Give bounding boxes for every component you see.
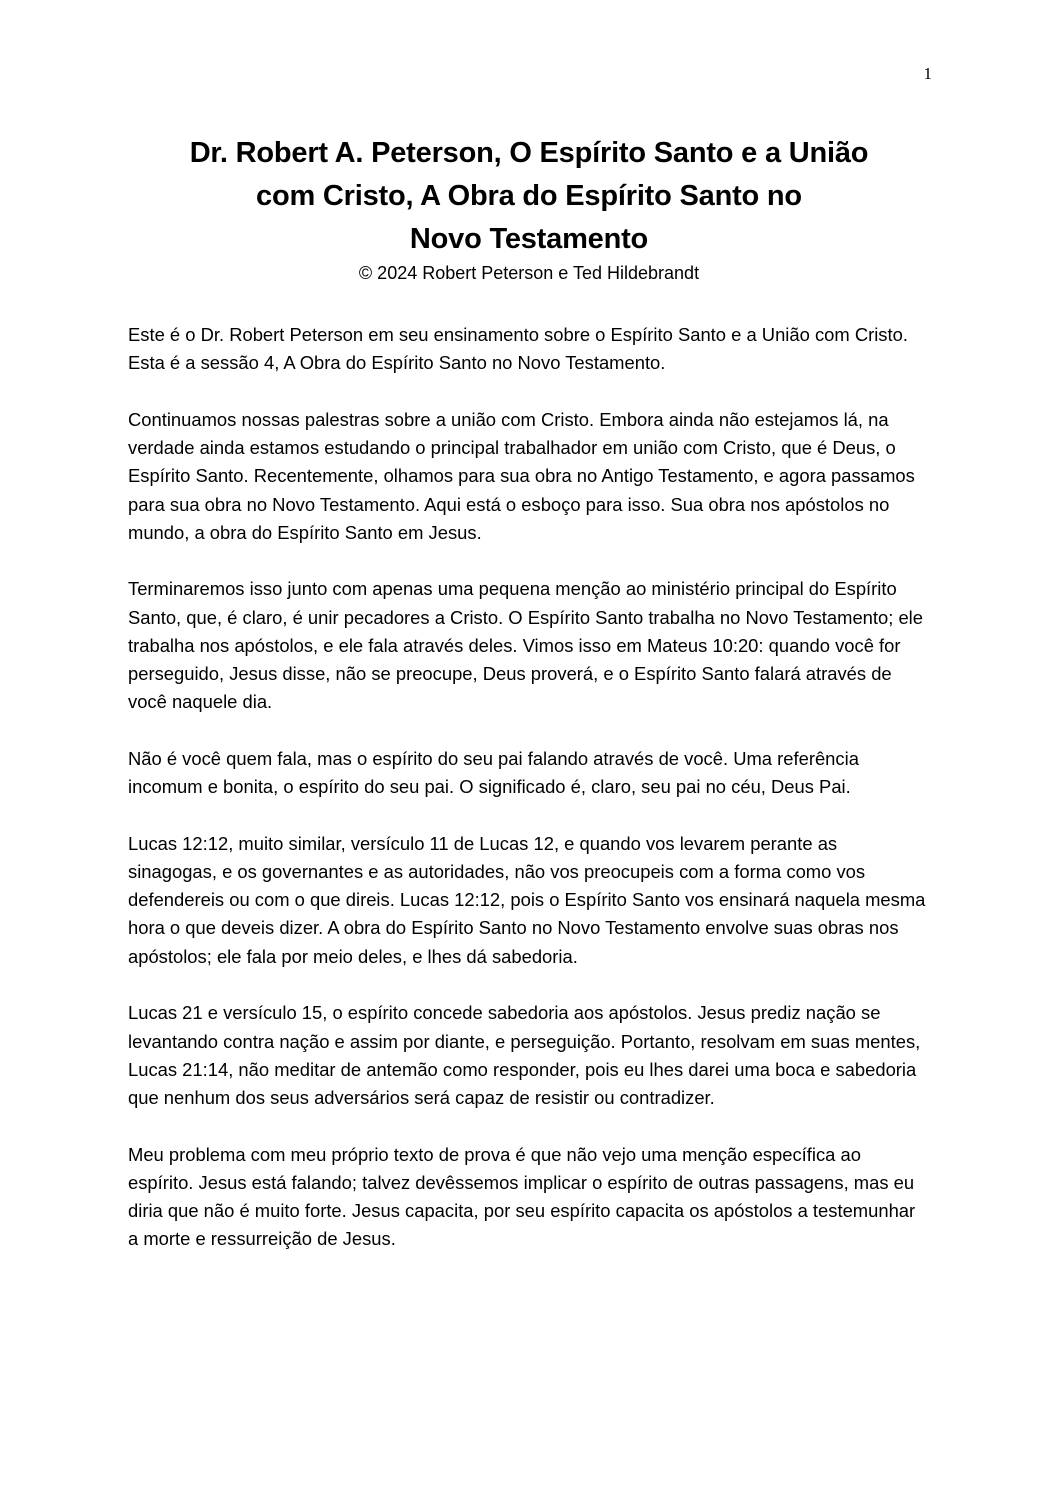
- title-line: Dr. Robert A. Peterson, O Espírito Santo e a União: [189, 137, 869, 169]
- paragraph: Meu problema com meu próprio texto de prova é que não vejo uma menção específica ao espírito. Jesus está falando; talvez devêssemos implicar o espírito de outras passagens, mas eu diria que não é muito forte. Jesus capacita, por seu espírito capacita os apóstolos a testemunhar a morte e ressurreição de Jesus.: [128, 1143, 916, 1250]
- paragraph: Lucas 12:12, muito similar, versículo 11 de Lucas 12, e quando vos levarem perante as sinagogas, e os governantes e as autoridades, não vos preocupeis com a forma como vos defendereis ou com o que direis. Lucas 12:12, pois o Espírito Santo vos ensinará naquela mesma hora o que deveis dizer. A obra do Espírito Santo no Novo Testamento envolve suas obras nos apóstolos; ele fala por meio deles, e lhes dá sabedoria.: [128, 832, 926, 967]
- paragraph: Continuamos nossas palestras sobre a união com Cristo. Embora ainda não estejamos lá, na verdade ainda estamos estudando o principal trabalhador em união com Cristo, que é Deus, o Espírito Santo. Recentemente, olhamos para sua obra no Antigo Testamento, e agora passamos para sua obra no Novo Testamento. Aqui está o esboço para isso. Sua obra nos apóstolos no mundo, a obra do Espírito Santo em Jesus.: [128, 408, 915, 543]
- document-title: [128, 132, 930, 261]
- title-line: com Cristo, A Obra do Espírito Santo no: [256, 180, 802, 212]
- title-block: [128, 132, 930, 285]
- paragraph: Não é você quem fala, mas o espírito do seu pai falando através de você. Uma referência incomum e bonita, o espírito do seu pai. O significado é, claro, seu pai no céu, Deus Pai.: [128, 747, 859, 798]
- copyright-notice: © 2024 Robert Peterson e Ted Hildebrandt: [358, 263, 700, 283]
- page-number: 1: [923, 64, 932, 83]
- body-text: [128, 321, 928, 1282]
- paragraph: Este é o Dr. Robert Peterson em seu ensinamento sobre o Espírito Santo e a União com Cristo. Esta é a sessão 4, A Obra do Espírito Santo no Novo Testamento.: [128, 324, 908, 374]
- paragraph: Lucas 21 e versículo 15, o espírito concede sabedoria aos apóstolos. Jesus prediz nação se levantando contra nação e assim por diante, e perseguição. Portanto, resolvam em suas mentes, Lucas 21:14, não meditar de antemão como responder, pois eu lhes darei uma boca e sabedoria que nenhum dos seus adversários será capaz de resistir ou contradizer.: [128, 1002, 921, 1108]
- title-line: Novo Testamento: [409, 223, 649, 255]
- paragraph: Terminaremos isso junto com apenas uma pequena menção ao ministério principal do Espírito Santo, que, é claro, é unir pecadores a Cristo. O Espírito Santo trabalha no Novo Testamento; ele trabalha nos apóstolos, e ele fala através deles. Vimos isso em Mateus 10:20: quando você for perseguido, Jesus disse, não se preocupe, Deus proverá, e o Espírito Santo falará através de você naquele dia.: [128, 578, 923, 713]
